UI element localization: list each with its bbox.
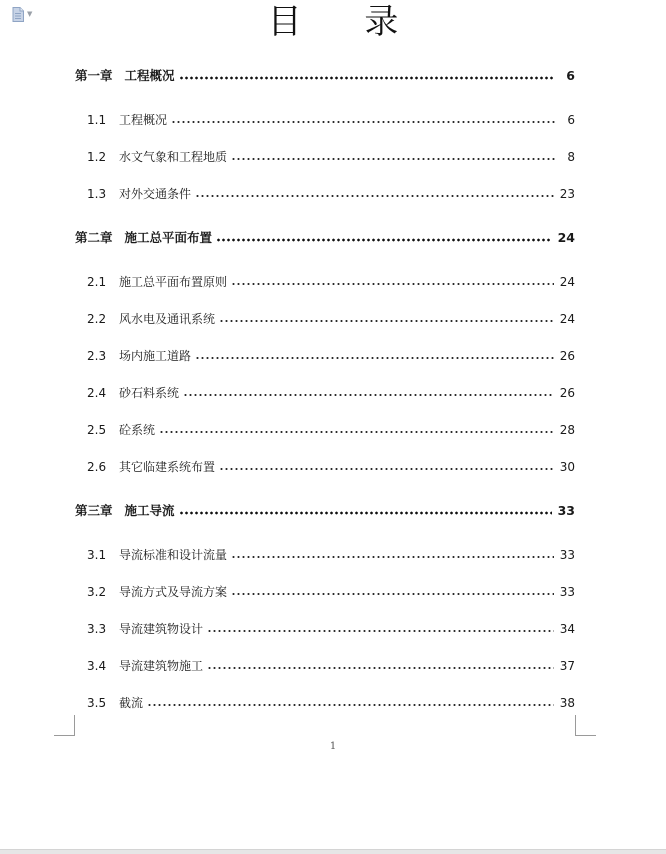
toc-entry-page: 23	[559, 187, 575, 201]
toc-entry-title: 导流建筑物设计	[119, 622, 204, 636]
toc-entry-title: 施工总平面布置原则	[119, 275, 228, 289]
toc-entry-3-5[interactable]	[75, 694, 575, 712]
toc-entry-title: 砂石料系统	[119, 386, 180, 400]
toc-entry-number: 2.3	[87, 349, 107, 363]
toc-entry-2-1[interactable]	[75, 273, 575, 291]
bottom-bar	[0, 849, 666, 854]
toc-entry-title: 工程概况	[119, 113, 168, 127]
toc-entry-1-3[interactable]	[75, 185, 575, 203]
toc-entry-title: 导流标准和设计流量	[119, 548, 228, 562]
toc-entry-3-4[interactable]	[75, 657, 575, 675]
dot-leader	[216, 238, 552, 242]
toc-entry-number: 2.6	[87, 460, 107, 474]
dot-leader	[207, 629, 554, 633]
toc-entry-page: 34	[559, 622, 575, 636]
toc-entry-number: 2.1	[87, 275, 107, 289]
toc-entry-page: 6	[567, 113, 575, 127]
dot-leader	[179, 511, 552, 515]
toc-entry-number: 3.4	[87, 659, 107, 673]
toc-entry-title: 水文气象和工程地质	[119, 150, 228, 164]
toc-entry-3-2[interactable]	[75, 583, 575, 601]
toc-entry-第一章[interactable]	[75, 67, 575, 85]
dot-leader	[195, 194, 554, 198]
toc-entry-page: 37	[559, 659, 575, 673]
toc-entry-title: 截流	[119, 696, 144, 710]
toc-entry-page: 26	[559, 349, 575, 363]
toc-entry-title: 其它临建系统布置	[119, 460, 216, 474]
dot-leader	[219, 319, 554, 323]
toc-entry-title: 导流方式及导流方案	[119, 585, 228, 599]
toc-entry-page: 24	[559, 312, 575, 326]
toc-entry-2-4[interactable]	[75, 384, 575, 402]
toc-entry-number: 第三章	[75, 503, 113, 518]
toc-entry-number: 3.1	[87, 548, 107, 562]
toc-entry-number: 3.3	[87, 622, 107, 636]
toc-entry-1-1[interactable]	[75, 111, 575, 129]
toc-entry-number: 第二章	[75, 230, 113, 245]
toc-entry-title: 施工总平面布置	[124, 230, 213, 245]
dot-leader	[159, 430, 554, 434]
dot-leader	[179, 76, 555, 80]
toc-entry-第三章[interactable]	[75, 502, 575, 520]
toc-entry-number: 1.3	[87, 187, 107, 201]
toc-entry-1-2[interactable]	[75, 148, 575, 166]
toc-entry-page: 24	[557, 230, 575, 245]
toc-entry-page: 28	[559, 423, 575, 437]
toc-entry-title: 风水电及通讯系统	[119, 312, 216, 326]
toc-entry-title: 场内施工道路	[119, 349, 192, 363]
toc-entry-title: 导流建筑物施工	[119, 659, 204, 673]
toc-entry-title: 施工导流	[124, 503, 175, 518]
toc-entry-number: 2.5	[87, 423, 107, 437]
toc-entry-number: 3.2	[87, 585, 107, 599]
toc-entry-number: 3.5	[87, 696, 107, 710]
dot-leader	[231, 282, 554, 286]
toc-entry-2-3[interactable]	[75, 347, 575, 365]
toc-entry-title: 砼系统	[119, 423, 156, 437]
toc-entry-2-2[interactable]	[75, 310, 575, 328]
dot-leader	[207, 666, 554, 670]
toc-entry-3-3[interactable]	[75, 620, 575, 638]
page-title: 目 录	[267, 2, 425, 42]
toc-entry-3-1[interactable]	[75, 546, 575, 564]
margin-corner-mark-right	[575, 715, 596, 736]
margin-corner-mark-left	[54, 715, 75, 736]
dot-leader	[147, 703, 554, 707]
dot-leader	[171, 120, 555, 124]
toc-entry-number: 第一章	[75, 68, 113, 83]
toc-entry-page: 33	[559, 585, 575, 599]
toc-entry-page: 6	[566, 68, 575, 83]
toc-entry-title: 对外交通条件	[119, 187, 192, 201]
toc-entry-2-5[interactable]	[75, 421, 575, 439]
toc-entry-title: 工程概况	[124, 68, 175, 83]
dot-leader	[183, 393, 554, 397]
toc-entry-page: 30	[559, 460, 575, 474]
toc-entry-page: 24	[559, 275, 575, 289]
toc-entry-number: 1.2	[87, 150, 107, 164]
dot-leader	[219, 467, 554, 471]
toc-entry-page: 38	[559, 696, 575, 710]
dot-leader	[231, 157, 555, 161]
toc-entry-page: 8	[567, 150, 575, 164]
toc-entry-2-6[interactable]	[75, 458, 575, 476]
toc-entry-page: 33	[559, 548, 575, 562]
dropdown-caret-icon: ▼	[27, 9, 33, 18]
dot-leader	[195, 356, 554, 360]
toc-entry-page: 26	[559, 386, 575, 400]
toc-entry-number: 2.2	[87, 312, 107, 326]
dot-leader	[231, 592, 554, 596]
toc-entry-number: 1.1	[87, 113, 107, 127]
page-number: 1	[329, 741, 337, 752]
toc-entry-page: 33	[557, 503, 575, 518]
dot-leader	[231, 555, 554, 559]
toc-entry-number: 2.4	[87, 386, 107, 400]
toc-entry-第二章[interactable]	[75, 229, 575, 247]
